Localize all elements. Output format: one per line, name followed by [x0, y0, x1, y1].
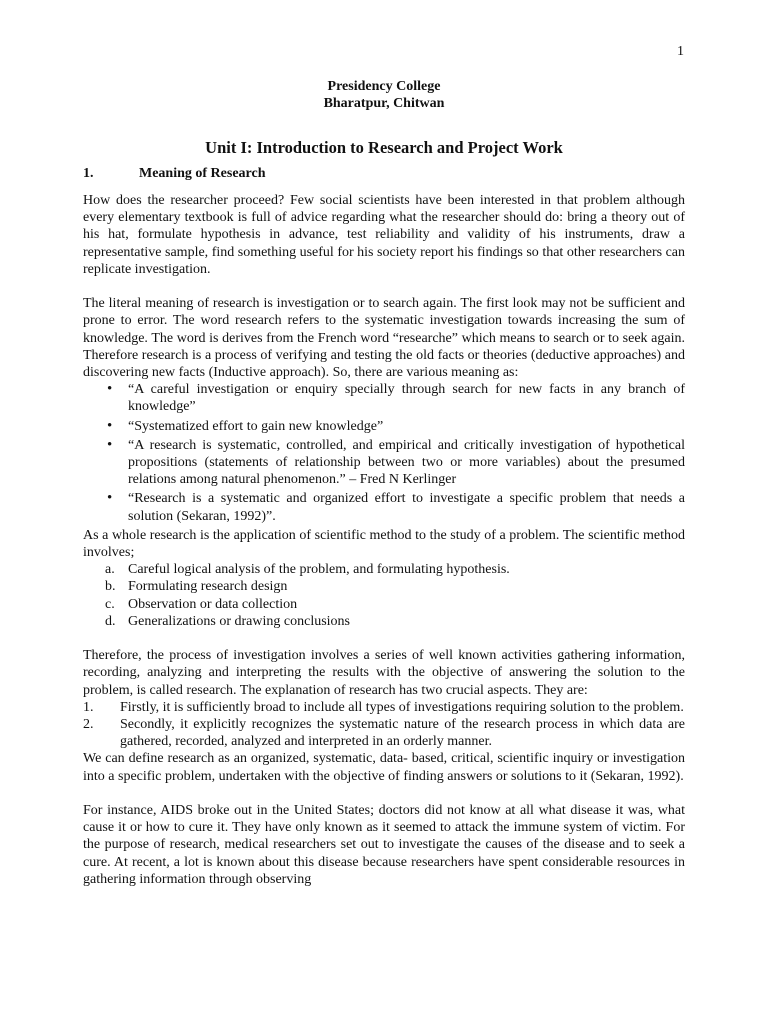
aspects-list — [83, 699, 685, 751]
section-title: Meaning of Research — [139, 166, 266, 181]
method-steps-list — [83, 561, 685, 630]
college-name: Presidency College — [327, 79, 441, 94]
list-marker: 1. — [83, 699, 94, 715]
unit-title: Unit I: Introduction to Research and Project Work — [205, 138, 563, 157]
list-item-text: Secondly, it explicitly recognizes the systematic nature of the research process in which data are gathered, recorded, analyzed and interpreted in an orderly manner. — [120, 717, 685, 750]
list-marker: d. — [105, 613, 116, 629]
list-item — [83, 699, 685, 716]
list-marker: 2. — [83, 717, 94, 733]
paragraph-4: Therefore, the process of investigation involves a series of well known activities gathering information, recording, analyzing and interpreting the results with the objective of answering the solution to the problem, is called research. The explanation of research has two crucial aspects. They are: — [83, 648, 685, 698]
list-item — [83, 716, 685, 750]
paragraph-6: For instance, AIDS broke out in the United States; doctors did not know at all what disease it was, what cause it or how to cure it. They have only known as it seemed to attack the immune system of victim. For the purpose of research, medical researchers set out to investigate the causes of the disease and to seek a cure. At recent, a lot is known about this disease because researchers have spent considerable resources in gathering information through observing — [83, 803, 685, 887]
list-marker: a. — [105, 562, 115, 578]
page-number: 1 — [677, 44, 684, 59]
list-item — [83, 613, 685, 630]
section-number: 1. — [83, 166, 94, 181]
list-item-text: Careful logical analysis of the problem, and formulating hypothesis. — [128, 562, 510, 578]
college-location: Bharatpur, Chitwan — [323, 95, 445, 111]
body-text — [83, 192, 685, 888]
paragraph-3: As a whole research is the application of scientific method to the study of a problem. The scientific method involves; — [83, 527, 685, 561]
list-item-text: Formulating research design — [128, 579, 288, 595]
list-marker: c. — [105, 596, 115, 612]
list-item: • “A research is systematic, controlled, and empirical and critically investigation of hypothetical propositions (statements of relationship between two or more variables) about the presumed relations among natural phenomenon.” – Fred N Kerlinger — [83, 437, 685, 489]
paragraph-1: How does the researcher proceed? Few social scientists have been interested in that problem although every elementary textbook is full of advice regarding what the researcher should do: bring a theory out of his hat, formulate hypothesis in advance, test reliability and validity of his instruments, draw a representative sample, find something useful for his society report his findings so that other researchers can replicate investigation. — [83, 193, 685, 277]
section-heading — [83, 166, 266, 182]
list-item: • “Research is a systematic and organized effort to investigate a specific problem that needs a solution (Sekaran, 1992)”. — [83, 490, 685, 524]
list-item-text: Observation or data collection — [128, 596, 298, 612]
list-item — [83, 596, 685, 613]
list-item-text: Generalizations or drawing conclusions — [128, 613, 350, 629]
list-item — [83, 578, 685, 595]
college-header — [0, 79, 768, 112]
list-marker: b. — [105, 579, 116, 595]
list-item: • “Systematized effort to gain new knowledge” — [83, 418, 685, 435]
list-item: • “A careful investigation or enquiry specially through search for new facts in any branch of knowledge” — [83, 381, 685, 415]
paragraph-5: We can define research as an organized, systematic, data- based, critical, scientific inquiry or investigation into a specific problem, undertaken with the objective of finding answers or solutions to it (Sekaran, 1992). — [83, 751, 685, 784]
paragraph-2: The literal meaning of research is investigation or to search again. The first look may not be sufficient and prone to error. The word research refers to the systematic investigation towards increasing the sum of knowledge. The word is derives from the French word “researche” which means to search or to seek again. Therefore research is a process of verifying and testing the old facts or theories (deductive approaches) and discovering new facts (Inductive approach). So, there are various meaning as: — [83, 296, 685, 381]
list-item-text: Firstly, it is sufficiently broad to include all types of investigations requiring solution to the problem. — [120, 699, 684, 715]
list-item — [83, 561, 685, 578]
definitions-list — [83, 381, 685, 525]
